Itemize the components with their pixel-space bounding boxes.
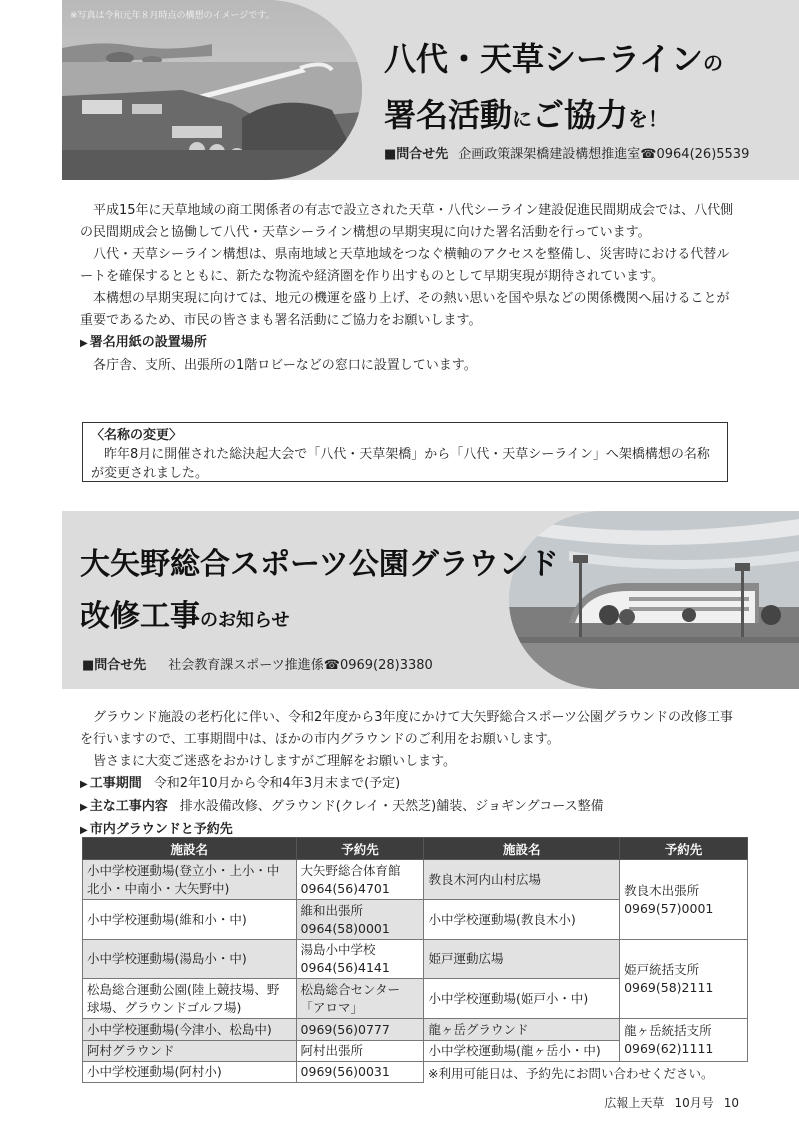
work-period-label: ▶ 工事期間	[80, 776, 142, 791]
sealine-header	[62, 0, 799, 180]
facility-cell: 小中学校運動場(姫戸小・中)	[424, 979, 620, 1019]
title-line2-small1: に	[512, 107, 533, 131]
contact-tel: 0969(62)1111	[624, 1041, 714, 1056]
ground-paragraph-2: 皆さまに大変ご迷惑をおかけしますがご理解をお願いします。	[93, 754, 456, 769]
ground-title	[80, 539, 559, 647]
table-row	[83, 860, 748, 900]
contact-cell: 湯島小中学校0964(56)4141	[296, 940, 424, 979]
header-contact-left: 予約先	[296, 838, 424, 860]
header-contact-right: 予約先	[620, 838, 748, 860]
contact-cell	[620, 1019, 748, 1062]
ground-header	[62, 511, 799, 689]
sealine-body	[80, 200, 740, 377]
contact-cell: 0969(56)0777	[296, 1019, 424, 1041]
table-row	[83, 1019, 748, 1041]
sealine-title	[384, 34, 784, 146]
ground-body	[80, 707, 740, 842]
facility-cell: 教良木河内山村広場	[424, 860, 620, 900]
contact-cell: 維和出張所0964(58)0001	[296, 900, 424, 940]
contact-cell	[620, 940, 748, 1019]
facility-cell: 小中学校運動場(龍ヶ岳小・中)	[424, 1041, 620, 1062]
publication-name: 広報上天草	[604, 1096, 665, 1110]
title-line1-small: の	[703, 51, 724, 75]
table-row	[83, 940, 748, 979]
ground-reservation-table	[82, 837, 748, 1083]
title-line2-small2: を！	[628, 107, 669, 131]
facility-cell: 小中学校運動場(教良木小)	[424, 900, 620, 940]
table-header-row	[83, 838, 748, 860]
contact-tel: 0969(58)2111	[624, 980, 714, 995]
title-line2-main1: 署名活動	[384, 96, 513, 134]
facility-cell: 龍ヶ岳グラウンド	[424, 1019, 620, 1041]
ground-contact	[82, 654, 433, 673]
contact-cell: 松島総合センター「アロマ」	[296, 979, 424, 1019]
facility-cell: 小中学校運動場(湯島小・中)	[83, 940, 297, 979]
ground-title-line2-main: 改修工事	[80, 599, 200, 634]
ground-title-line1: 大矢野総合スポーツ公園グラウンド	[80, 547, 559, 582]
work-content-row	[80, 796, 740, 819]
sealine-paragraph-1: 平成15年に天草地域の商工関係者の有志で設立された天草・八代シーライン建設促進民間期成会では、八代側の民間期成会と協働して八代・天草シーライン構想の早期実現に向けた署名活動を行っています。	[80, 203, 734, 240]
signature-location-heading: ▶ 署名用紙の設置場所	[80, 332, 740, 355]
name-change-text: 昨年8月に開催された総決起大会で「八代・天草架橋」から「八代・天草シーライン」へ架橋構想の名称が変更されました。	[91, 447, 710, 481]
work-period-text: 令和2年10月から令和4年3月末まで(予定)	[153, 776, 401, 791]
facility-cell: 松島総合運動公園(陸上競技場、野球場、グラウンドゴルフ場)	[83, 979, 297, 1019]
title-line1-main: 八代・天草シーライン	[384, 40, 704, 78]
sealine-contact	[384, 143, 749, 162]
facility-cell: 小中学校運動場(今津小、松島中)	[83, 1019, 297, 1041]
sealine-paragraph-3: 本構想の早期実現に向けては、地元の機運を盛り上げ、その熱い思いを国や県などの関係機関へ届けることが重要であるため、市民の皆さまも署名活動にご協力をお願いします。	[80, 291, 730, 328]
facility-cell: 小中学校運動場(維和小・中)	[83, 900, 297, 940]
contact-name: 教良木出張所	[624, 882, 700, 898]
page-number: 10	[723, 1096, 739, 1110]
contact-cell: 0969(56)0031	[296, 1062, 424, 1083]
facility-cell: 小中学校運動場(阿村小)	[83, 1062, 297, 1083]
work-content-label: ▶ 主な工事内容	[80, 799, 168, 814]
page-footer	[594, 1094, 739, 1111]
ground-contact-label: ■問合せ先	[82, 658, 147, 673]
facility-cell: 姫戸運動広場	[424, 940, 620, 979]
signature-location-text: 各庁舎、支所、出張所の1階ロビーなどの窓口に設置しています。	[93, 358, 477, 373]
header-facility-left: 施設名	[83, 838, 297, 860]
sealine-paragraph-2: 八代・天草シーライン構想は、県南地域と天草地域をつなぐ横軸のアクセスを整備し、災害時における代替ルートを確保するとともに、新たな物流や経済圏を作り出すものとして早期実現が期待されています。	[80, 247, 730, 284]
contact-cell	[620, 860, 748, 940]
ground-contact-text: 社会教育課スポーツ推進係☎0969(28)3380	[168, 658, 433, 673]
header-facility-right: 施設名	[424, 838, 620, 860]
work-content-text: 排水設備改修、グラウンド(クレイ・天然芝)舗装、ジョギングコース整備	[179, 799, 604, 814]
table-heading: ▶ 市内グラウンドと予約先	[80, 819, 740, 842]
contact-cell: 大矢野総合体育館0964(56)4701	[296, 860, 424, 900]
contact-tel: 0969(57)0001	[624, 900, 714, 916]
contact-cell: 阿村出張所	[296, 1041, 424, 1062]
title-line2-main2: ご協力	[532, 96, 629, 134]
facility-cell: 小中学校運動場(登立小・上小・中北小・中南小・大矢野中)	[83, 860, 297, 900]
facility-cell: 阿村グラウンド	[83, 1041, 297, 1062]
name-change-title: 〈名称の変更〉	[91, 428, 183, 443]
ground-title-line2-small: のお知らせ	[200, 610, 290, 631]
work-period-row	[80, 773, 740, 796]
table-note: ※利用可能日は、予約先にお問い合わせください。	[428, 1066, 714, 1081]
contact-name: 龍ヶ岳統括支所	[624, 1023, 712, 1038]
name-change-box	[82, 422, 728, 482]
bridge-aerial-photo	[62, 0, 362, 180]
issue-month: 10月号	[674, 1096, 714, 1110]
contact-text: 企画政策課架橋建設構想推進室☎0964(26)5539	[458, 147, 750, 162]
ground-paragraph-1: グラウンド施設の老朽化に伴い、令和2年度から3年度にかけて大矢野総合スポーツ公園グラウンドの改修工事を行いますので、工事期間中は、ほかの市内グラウンドのご利用をお願いします。	[80, 710, 734, 747]
contact-label: ■問合せ先	[384, 147, 449, 162]
contact-name: 姫戸統括支所	[624, 962, 700, 977]
photo-note: ※写真は令和元年８月時点の構想のイメージです。	[70, 11, 275, 21]
